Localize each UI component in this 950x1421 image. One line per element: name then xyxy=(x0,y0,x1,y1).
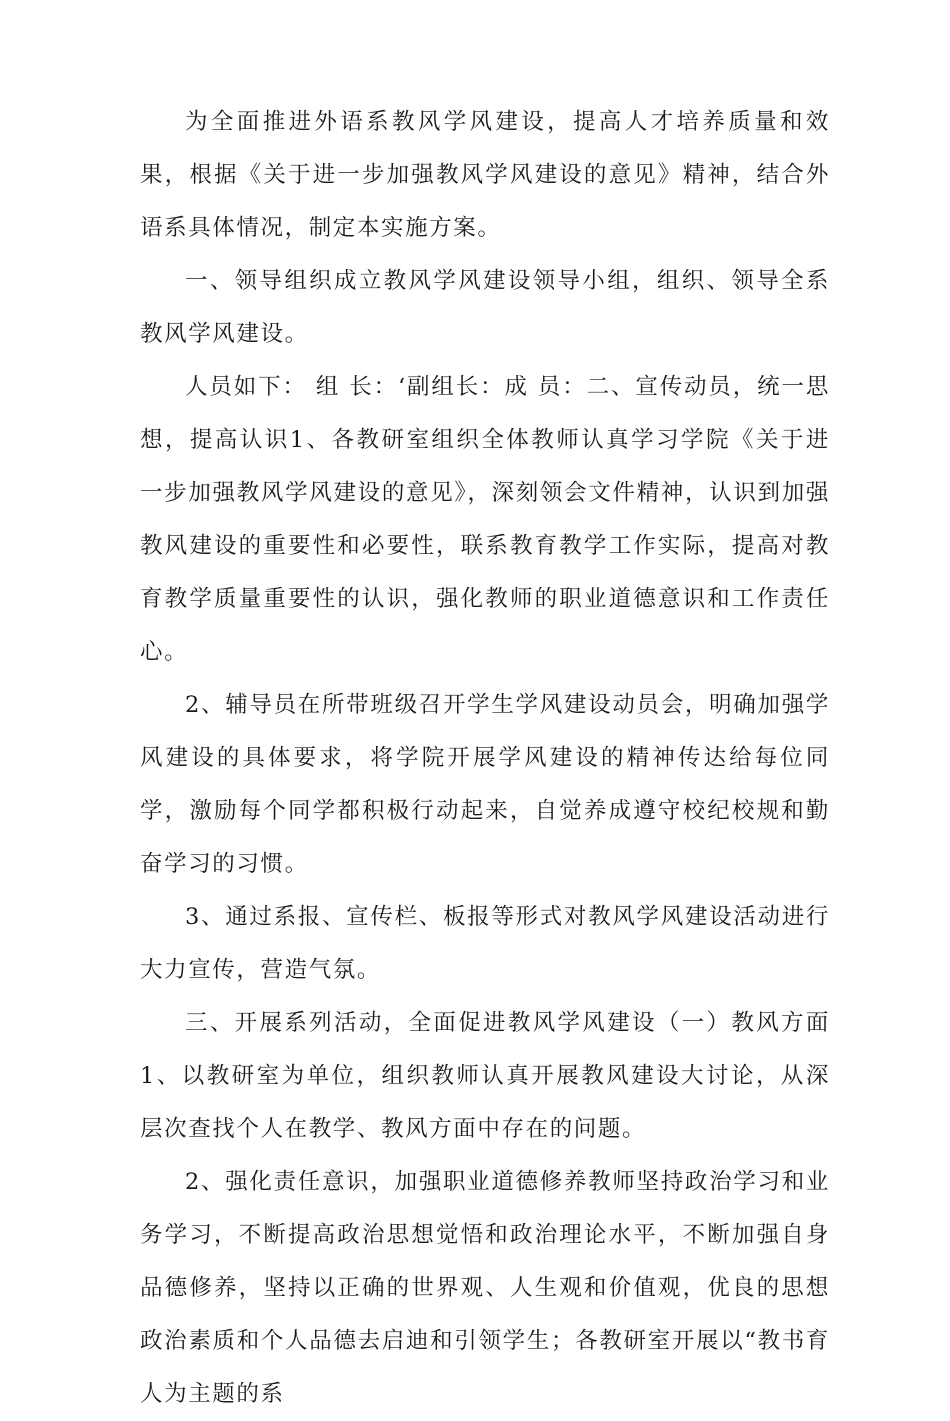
paragraph-intro: 为全面推进外语系教风学风建设，提高人才培养质量和效果，根据《关于进一步加强教风学风建设的意见》精神，结合外语系具体情况，制定本实施方案。 xyxy=(140,109,830,241)
paragraph-counselor-meeting: 2、辅导员在所带班级召开学生学风建设动员会，明确加强学风建设的具体要求，将学院开展学风建设的精神传达给每位同学，激励每个同学都积极行动起来，自觉养成遵守校纪校规和勤奋学习的习惯。 xyxy=(140,692,830,877)
paragraph-activities: 三、开展系列活动，全面促进教风学风建设（一）教风方面 1、以教研室为单位，组织教师认真开展教风建设大讨论，从深层次查找个人在教学、教风方面中存在的问题。 xyxy=(140,1010,830,1142)
paragraph-responsibility: 2、强化责任意识，加强职业道德修养教师坚持政治学习和业务学习，不断提高政治思想觉悟和政治理论水平，不断加强自身品德修养，坚持以正确的世界观、人生观和价值观，优良的思想政治素质和个人品德去启迪和引领学生；各教研室开展以“教书育人为主题的系 xyxy=(140,1169,830,1407)
document-body xyxy=(140,96,830,1421)
paragraph-members-and-mobilization: 人员如下： 组 长：‘副组长：成 员：二、宣传动员，统一思想，提高认识1、各教研室组织全体教师认真学习学院《关于进一步加强教风学风建设的意见》，深刻领会文件精神，认识到加强教风建设的重要性和必要性，联系教育教学工作实际，提高对教育教学质量重要性的认识，强化教师的职业道德意识和工作责任心。 xyxy=(140,374,830,665)
paragraph-publicity: 3、通过系报、宣传栏、板报等形式对教风学风建设活动进行大力宣传，营造气氛。 xyxy=(140,904,830,983)
paragraph-leadership: 一、领导组织成立教风学风建设领导小组，组织、领导全系教风学风建设。 xyxy=(140,268,830,347)
